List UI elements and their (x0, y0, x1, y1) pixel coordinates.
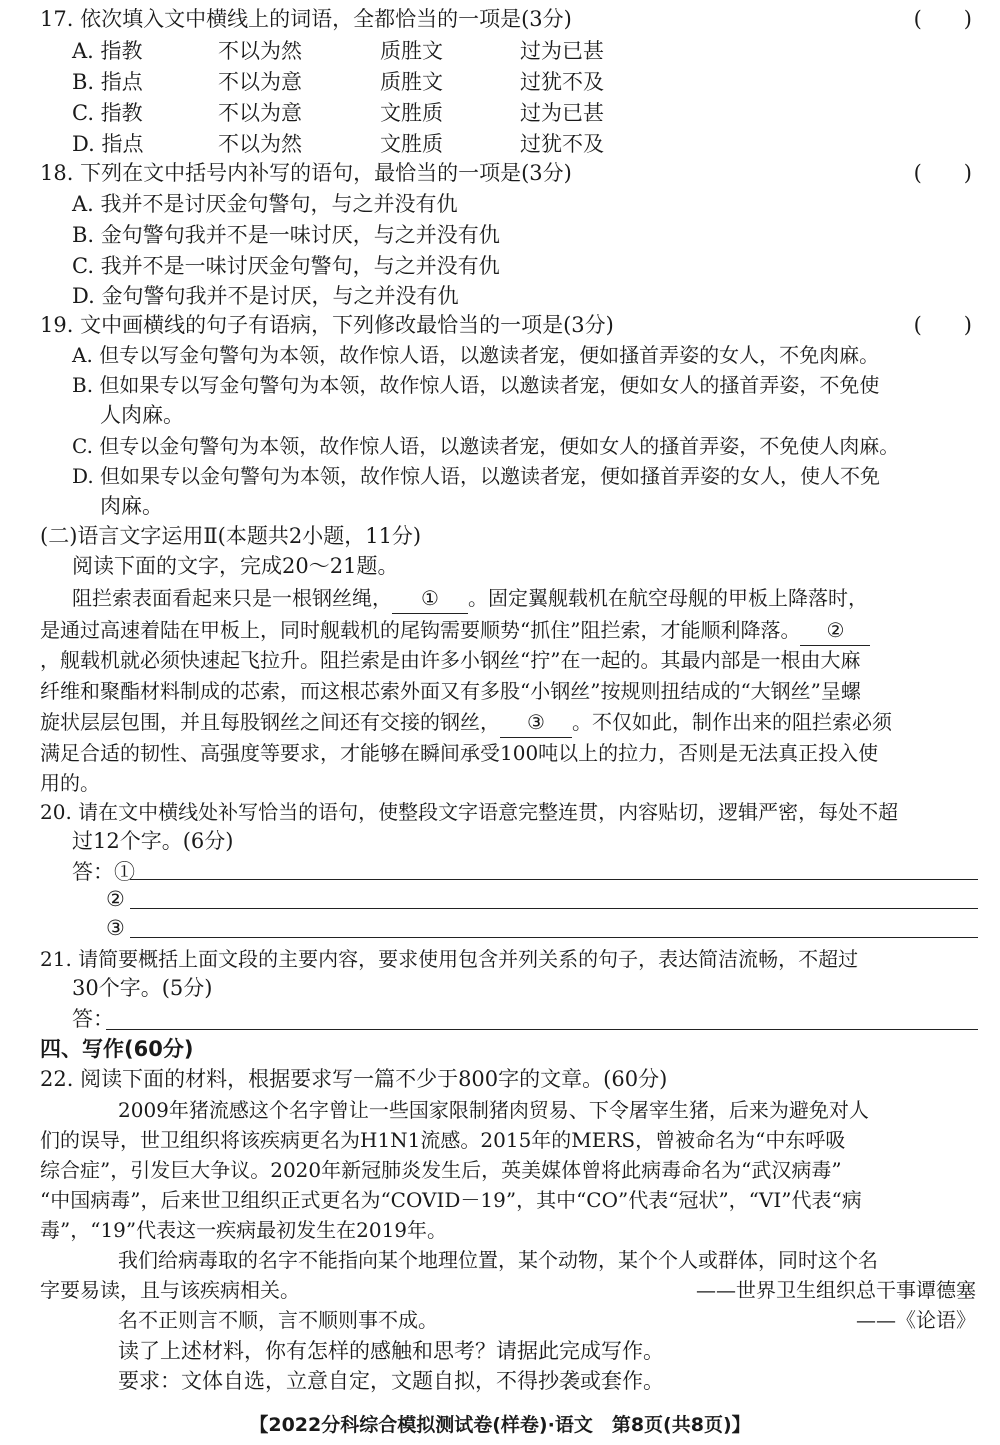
page-footer: 【2022分科综合模拟测试卷(样卷)·语文 第8页(共8页)】 (249, 1414, 751, 1436)
section2-instruction: 阅读下面的文字，完成20～21题。 (72, 554, 399, 578)
q20-answer-label (72, 857, 135, 887)
q19-option-b-cont: 人肉麻。 (100, 403, 184, 427)
q17-option-d-c2: 不以为然 (218, 132, 302, 156)
section2-heading: (二)语言文字运用Ⅱ(本题共2小题，11分) (40, 524, 422, 548)
q21-stem-1: 21. 请简要概括上面文段的主要内容，要求使用包含并列关系的句子，表达简洁流畅，不超过 (40, 947, 859, 971)
q17-option-a-c4: 过为已甚 (520, 39, 604, 63)
q22-material-line-7: 字要易读，且与该疾病相关。 (40, 1278, 300, 1302)
q20-answer-prefix: 答： (72, 860, 114, 884)
q20-answer-line-1[interactable] (130, 879, 978, 880)
blank-1: ① (392, 583, 468, 614)
q20-mark-3: ③ (106, 916, 125, 940)
passage-line-3: ，舰载机就必须快速起飞拉升。阻拦索是由许多小钢丝“拧”在一起的。其最内部是一根由大麻 (40, 648, 861, 672)
q18-option-d: D. 金句警句我并不是讨厌，与之并没有仇 (72, 284, 459, 308)
q20-mark-2: ② (106, 887, 125, 911)
q22-material-line-4: “中国病毒”，后来世卫组织正式更名为“COVID－19”，其中“CO”代表“冠状”，“VI”代表“病 (40, 1188, 862, 1212)
blank-3: ③ (500, 707, 572, 738)
q19-option-a: A. 但专以写金句警句为本领，故作惊人语，以邀读者宠，便如搔首弄姿的女人，不免肉麻。 (72, 343, 880, 367)
passage-line-5-b: 。不仅如此，制作出来的阻拦索必须 (572, 710, 892, 734)
q18-stem: 18. 下列在文中括号内补写的语句，最恰当的一项是(3分) (40, 161, 572, 185)
q17-stem: 17. 依次填入文中横线上的词语，全都恰当的一项是(3分) (40, 7, 572, 31)
q22-source-2: ——《论语》 (856, 1308, 976, 1332)
q22-material-line-5: 毒”，“19”代表这一疾病最初发生在2019年。 (40, 1218, 448, 1242)
q22-material-line-1: 2009年猪流感这个名字曾让一些国家限制猪肉贸易、下令屠宰生猪，后来为避免对人 (118, 1098, 869, 1122)
q17-option-a-c2: 不以为然 (218, 39, 302, 63)
section4-heading: 四、写作(60分) (40, 1037, 194, 1061)
q19-stem: 19. 文中画横线的句子有语病，下列修改最恰当的一项是(3分) (40, 313, 614, 337)
q21-stem-2: 30个字。(5分) (72, 976, 213, 1000)
q20-answer-line-2[interactable] (130, 908, 978, 909)
q17-option-b-c2: 不以为意 (218, 70, 302, 94)
q17-option-a-label: A. 指教 (72, 39, 143, 63)
q19-answer-bracket: ( ) (913, 313, 972, 337)
q18-option-c: C. 我并不是一味讨厌金句警句，与之并没有仇 (72, 254, 500, 278)
q20-answer-line-3[interactable] (130, 937, 978, 938)
q20-stem-2: 过12个字。(6分) (72, 829, 234, 853)
blank-2: ② (800, 615, 870, 646)
q22-prompt: 读了上述材料，你有怎样的感触和思考？请据此完成写作。 (118, 1339, 664, 1363)
q17-option-a-c3: 质胜文 (380, 39, 443, 63)
q20-mark-1: ① (114, 860, 135, 884)
passage-line-1 (72, 583, 868, 614)
passage-line-1-a: 阻拦索表面看起来只是一根钢丝绳， (72, 586, 392, 610)
passage-line-7: 用的。 (40, 771, 100, 795)
passage-line-5-a: 旋状层层包围，并且每股钢丝之间还有交接的钢丝， (40, 710, 500, 734)
q19-option-d: D. 但如果专以金句警句为本领，故作惊人语，以邀读者宠，便如搔首弄姿的女人，使人不免 (72, 464, 881, 488)
q22-requirements: 要求：文体自选，立意自定，文题自拟，不得抄袭或套作。 (118, 1369, 664, 1393)
passage-line-4: 纤维和聚酯材料制成的芯索，而这根芯索外面又有多股“小钢丝”按规则扭结成的“大钢丝”呈螺 (40, 679, 861, 703)
q19-option-d-cont: 肉麻。 (100, 494, 163, 518)
q17-option-d-c3: 文胜质 (380, 132, 443, 156)
q19-option-b: B. 但如果专以写金句警句为本领，故作惊人语，以邀读者宠，便如女人的搔首弄姿，不免使 (72, 373, 880, 397)
q22-material-line-3: 综合症”，引发巨大争议。2020年新冠肺炎发生后，英美媒体曾将此病毒命名为“武汉病毒” (40, 1158, 842, 1182)
q22-source-1: ——世界卫生组织总干事谭德塞 (696, 1278, 976, 1302)
passage-line-2-a: 是通过高速着陆在甲板上，同时舰载机的尾钩需要顺势“抓住”阻拦索，才能顺利降落。 (40, 618, 801, 642)
q19-option-c: C. 但专以金句警句为本领，故作惊人语，以邀读者宠，便如女人的搔首弄姿，不免使人肉麻。 (72, 434, 900, 458)
q17-answer-bracket: ( ) (913, 7, 972, 31)
passage-line-1-b: 。固定翼舰载机在航空母舰的甲板上降落时， (468, 586, 868, 610)
q17-option-c-c4: 过为已甚 (520, 101, 604, 125)
passage-line-5 (40, 707, 892, 738)
q21-answer-line[interactable] (106, 1029, 978, 1030)
q18-option-a: A. 我并不是讨厌金句警句，与之并没有仇 (72, 192, 458, 216)
q20-stem-1: 20. 请在文中横线处补写恰当的语句，使整段文字语意完整连贯，内容贴切，逻辑严密，每处不超 (40, 800, 899, 824)
q17-option-d-c4: 过犹不及 (520, 132, 604, 156)
q18-answer-bracket: ( ) (913, 161, 972, 185)
q17-option-c-c2: 不以为意 (218, 101, 302, 125)
q18-option-b: B. 金句警句我并不是一味讨厌，与之并没有仇 (72, 223, 500, 247)
q22-material-line-2: 们的误导，世卫组织将该疾病更名为H1N1流感。2015年的MERS，曾被命名为“中东呼吸 (40, 1128, 846, 1152)
q17-option-d-label: D. 指点 (72, 132, 144, 156)
q22-material-line-6: 我们给病毒取的名字不能指向某个地理位置，某个动物，某个个人或群体，同时这个名 (118, 1248, 878, 1272)
q22-material-line-8: 名不正则言不顺，言不顺则事不成。 (118, 1308, 438, 1332)
q17-option-c-c3: 文胜质 (380, 101, 443, 125)
passage-line-6: 满足合适的韧性、高强度等要求，才能够在瞬间承受100吨以上的拉力，否则是无法真正投入使 (40, 741, 879, 765)
q22-stem: 22. 阅读下面的材料，根据要求写一篇不少于800字的文章。(60分) (40, 1067, 668, 1091)
q17-option-b-label: B. 指点 (72, 70, 143, 94)
q21-answer-label: 答： (72, 1007, 114, 1031)
q17-option-c-label: C. 指教 (72, 101, 143, 125)
q17-option-b-c4: 过犹不及 (520, 70, 604, 94)
passage-line-2 (40, 615, 870, 646)
q17-option-b-c3: 质胜文 (380, 70, 443, 94)
